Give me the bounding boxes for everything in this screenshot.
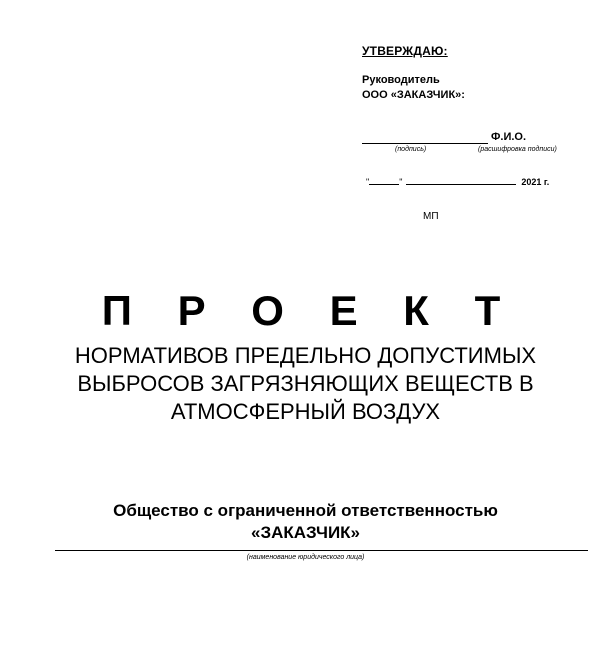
- date-year: 2021 г.: [521, 177, 550, 187]
- organization-underline: [55, 550, 588, 551]
- document-subtitle: [0, 342, 611, 426]
- decode-hint: (расшифровка подписи): [478, 146, 557, 153]
- organization-name-line-1: Общество с ограниченной ответственностью: [113, 501, 498, 520]
- subtitle-line-2: ВЫБРОСОВ ЗАГРЯЗНЯЮЩИХ ВЕЩЕСТВ В: [77, 371, 534, 396]
- date-quote-close: ": [399, 177, 403, 187]
- stamp-place: МП: [423, 211, 439, 222]
- date-month-blank: [406, 176, 516, 185]
- organization-name: [0, 500, 611, 544]
- approval-date: [366, 176, 549, 187]
- approval-role-line-2: ООО «ЗАКАЗЧИК»:: [362, 89, 465, 101]
- approval-role-line-1: Руководитель: [362, 74, 440, 86]
- subtitle-line-1: НОРМАТИВОВ ПРЕДЕЛЬНО ДОПУСТИМЫХ: [74, 343, 537, 368]
- approval-role: [362, 73, 465, 103]
- organization-name-line-2: «ЗАКАЗЧИК»: [250, 523, 361, 542]
- organization-hint: (наименование юридического лица): [246, 554, 365, 561]
- approval-title: УТВЕРЖДАЮ:: [362, 44, 448, 58]
- document-title: П Р О Е К Т: [101, 287, 518, 334]
- date-day-blank: [369, 176, 399, 185]
- subtitle-line-3: АТМОСФЕРНЫЙ ВОЗДУХ: [170, 399, 441, 424]
- fio-label: Ф.И.О.: [491, 131, 527, 143]
- signature-line: [362, 143, 488, 144]
- signature-hint: (подпись): [395, 146, 427, 153]
- date-quote-open: ": [366, 177, 370, 187]
